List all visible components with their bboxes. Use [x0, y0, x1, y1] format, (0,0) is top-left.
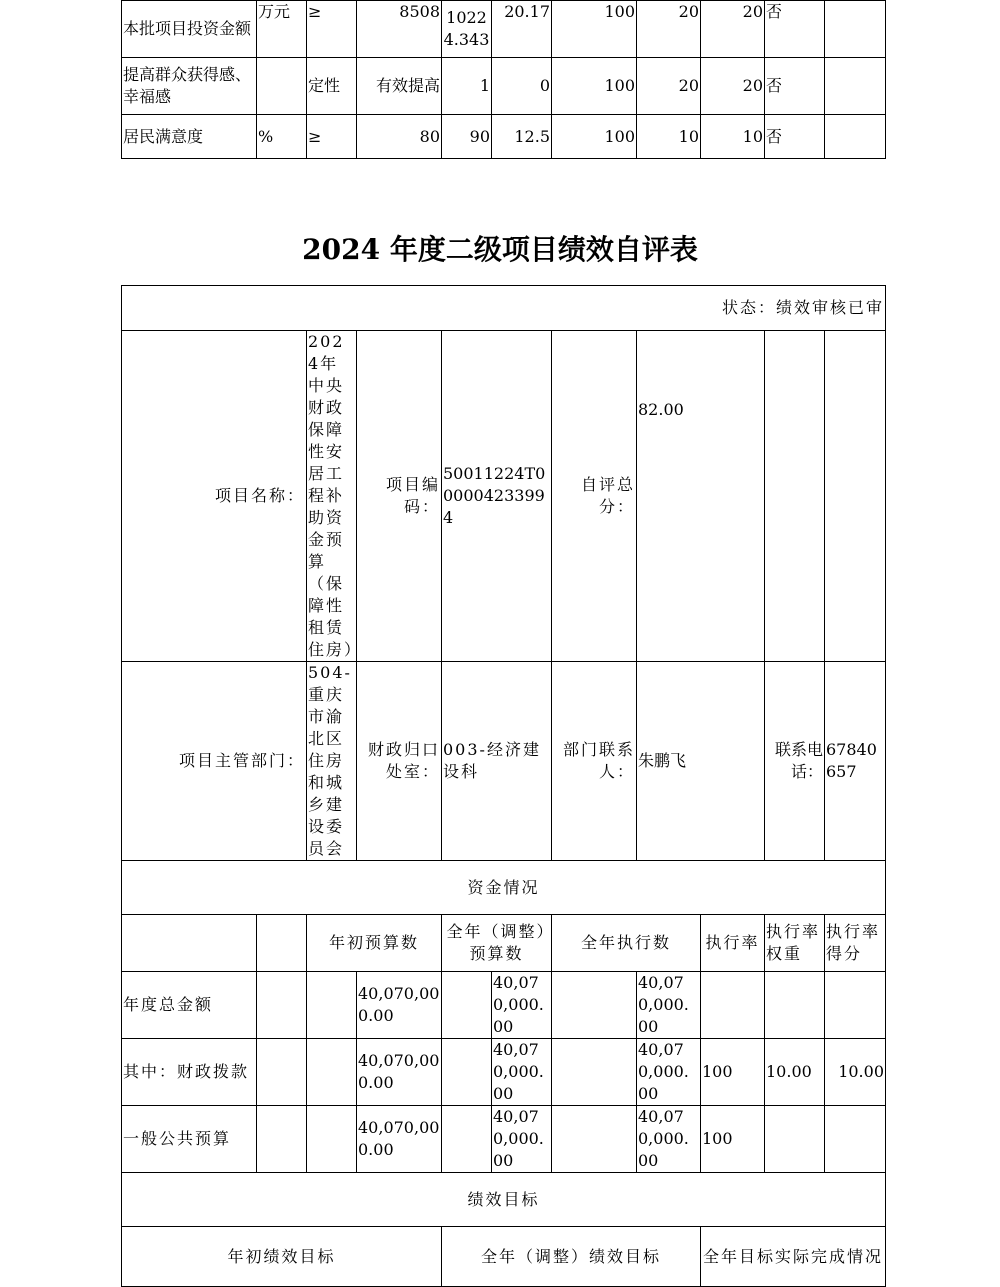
indicator-score: 10: [637, 115, 701, 159]
indicator-flag: 否: [765, 115, 825, 159]
self-evaluation-table: [121, 285, 886, 1287]
empty-cell: [552, 972, 637, 1039]
funds-section-header: 资金情况: [122, 861, 886, 915]
perf-header-row: [122, 1173, 886, 1227]
empty-cell: [257, 972, 307, 1039]
indicator-note: [825, 58, 886, 115]
project-code-value: 50011224T000004233994: [442, 331, 552, 662]
column-adjusted-budget: 全年（调整）预算数: [442, 915, 552, 972]
project-name-label: 项目名称：: [122, 331, 307, 662]
funds-columns-row: [122, 915, 886, 972]
indicator-final-score: 20: [701, 1, 765, 58]
indicator-rate: 100: [552, 115, 637, 159]
fund-row-label: 年度总金额: [122, 972, 257, 1039]
finance-office-label: 财政归口处室：: [357, 662, 442, 861]
empty-cell: [122, 915, 257, 972]
indicator-weight: 20.17: [492, 1, 552, 58]
fund-rate: 100: [701, 1106, 765, 1173]
indicator-operator: ≥: [307, 1, 357, 58]
indicator-name: 居民满意度: [122, 115, 257, 159]
empty-cell: [307, 1039, 357, 1106]
indicator-unit: [257, 58, 307, 115]
indicator-target: 80: [357, 115, 442, 159]
column-execution-rate: 执行率: [701, 915, 765, 972]
fund-weight: [765, 972, 825, 1039]
fund-score: [825, 1106, 886, 1173]
self-score-value: 82.00: [637, 331, 765, 662]
column-executed: 全年执行数: [552, 915, 701, 972]
fund-executed: 40,070,000.00: [637, 972, 701, 1039]
contact-value: 朱鹏飞: [637, 662, 765, 861]
performance-section-header: 绩效目标: [122, 1173, 886, 1227]
indicator-actual: 90: [442, 115, 492, 159]
indicator-actual: 10224.343: [442, 1, 492, 58]
indicator-rate: 100: [552, 1, 637, 58]
contact-label: 部门联系人：: [552, 662, 637, 861]
indicator-operator: 定性: [307, 58, 357, 115]
indicator-rate: 100: [552, 58, 637, 115]
department-label: 项目主管部门：: [122, 662, 307, 861]
indicator-weight: 12.5: [492, 115, 552, 159]
indicator-final-score: 10: [701, 115, 765, 159]
fund-rate: 100: [701, 1039, 765, 1106]
status-badge: 状态：绩效审核已审: [122, 286, 886, 331]
indicator-score: 20: [637, 1, 701, 58]
column-adjusted-goals: 全年（调整）绩效目标: [442, 1227, 701, 1287]
table-row: [122, 972, 886, 1039]
table-row: [122, 1106, 886, 1173]
indicator-target: 有效提高: [357, 58, 442, 115]
fund-row-label: 一般公共预算: [122, 1106, 257, 1173]
page-title: 2024 年度二级项目绩效自评表: [302, 233, 698, 266]
column-rate-score: 执行率得分: [825, 915, 886, 972]
fund-adjusted: 40,070,000.00: [492, 1039, 552, 1106]
empty-cell: [307, 1106, 357, 1173]
fund-executed: 40,070,000.00: [637, 1039, 701, 1106]
fund-score: 10.00: [825, 1039, 886, 1106]
fund-weight: 10.00: [765, 1039, 825, 1106]
perf-columns-row: [122, 1227, 886, 1287]
indicator-note: [825, 115, 886, 159]
fund-initial: 40,070,000.00: [357, 1039, 442, 1106]
empty-cell: [825, 331, 886, 662]
indicator-unit: 万元: [257, 1, 307, 58]
department-row: [122, 662, 886, 861]
empty-cell: [765, 331, 825, 662]
table-row: [122, 1, 886, 58]
empty-cell: [442, 972, 492, 1039]
empty-cell: [257, 1106, 307, 1173]
table-row: [122, 58, 886, 115]
fund-executed: 40,070,000.00: [637, 1106, 701, 1173]
column-rate-weight: 执行率权重: [765, 915, 825, 972]
indicator-name: 本批项目投资金额: [122, 1, 257, 58]
fund-initial: 40,070,000.00: [357, 972, 442, 1039]
table-row: [122, 115, 886, 159]
empty-cell: [257, 915, 307, 972]
phone-value: 67840657: [825, 662, 886, 861]
fund-rate: [701, 972, 765, 1039]
fund-adjusted: 40,070,000.00: [492, 1106, 552, 1173]
fund-row-label: 其中：财政拨款: [122, 1039, 257, 1106]
indicator-score: 20: [637, 58, 701, 115]
project-name-value: 2024年中央财政保障性安居工程补助资金预算（保障性租赁住房）: [307, 331, 357, 662]
fund-initial: 40,070,000.00: [357, 1106, 442, 1173]
previous-indicator-table: [121, 0, 886, 159]
indicator-unit: %: [257, 115, 307, 159]
funds-header-row: [122, 861, 886, 915]
fund-score: [825, 972, 886, 1039]
empty-cell: [442, 1106, 492, 1173]
self-score-label: 自评总分：: [552, 331, 637, 662]
empty-cell: [552, 1106, 637, 1173]
status-row: [122, 286, 886, 331]
fund-adjusted: 40,070,000.00: [492, 972, 552, 1039]
column-actual-completion: 全年目标实际完成情况: [701, 1227, 886, 1287]
indicator-weight: 0: [492, 58, 552, 115]
indicator-target: 8508: [357, 1, 442, 58]
indicator-operator: ≥: [307, 115, 357, 159]
project-code-label: 项目编码：: [357, 331, 442, 662]
empty-cell: [307, 972, 357, 1039]
department-value: 504-重庆市渝北区住房和城乡建设委员会: [307, 662, 357, 861]
phone-label: 联系电话：: [765, 662, 825, 861]
indicator-actual: 1: [442, 58, 492, 115]
indicator-flag: 否: [765, 58, 825, 115]
project-info-row: [122, 331, 886, 662]
empty-cell: [442, 1039, 492, 1106]
table-row: [122, 1039, 886, 1106]
fund-weight: [765, 1106, 825, 1173]
column-initial-goals: 年初绩效目标: [122, 1227, 442, 1287]
empty-cell: [257, 1039, 307, 1106]
column-initial-budget: 年初预算数: [307, 915, 442, 972]
finance-office-value: 003-经济建设科: [442, 662, 552, 861]
indicator-note: [825, 1, 886, 58]
indicator-name: 提高群众获得感、幸福感: [122, 58, 257, 115]
indicator-flag: 否: [765, 1, 825, 58]
empty-cell: [552, 1039, 637, 1106]
indicator-final-score: 20: [701, 58, 765, 115]
